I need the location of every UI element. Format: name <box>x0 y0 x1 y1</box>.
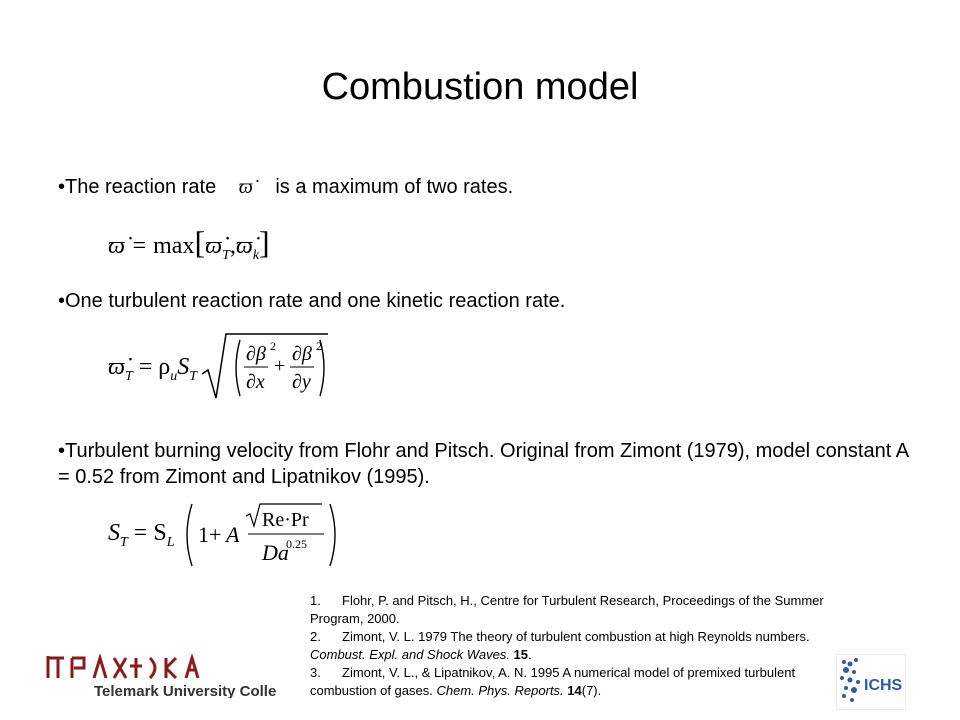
bullet-reaction-rate <box>58 174 918 200</box>
ichs-logo <box>836 654 906 715</box>
burning-velocity-fraction <box>182 500 342 570</box>
fraction-numerator: Re·Pr <box>262 509 309 531</box>
svg-text:ICHS: ICHS <box>864 677 903 694</box>
telemark-glyphs-icon <box>44 654 276 698</box>
reference-item: 2. Zimont, V. L. 1979 The theory of turbulent combustion at high Reynolds numbers. Combust. Expl. and Shock Waves. 15. <box>310 629 810 662</box>
bullet-text-post: is a maximum of two rates. <box>275 176 514 198</box>
telemark-logo <box>44 654 276 703</box>
reference-item: 1. Flohr, P. and Pitsch, H., Centre for Turbulent Research, Proceedings of the Summer Program, 2000. <box>310 593 824 626</box>
svg-text:2: 2 <box>316 339 322 353</box>
svg-text:1+: 1+ <box>198 522 222 547</box>
svg-text:∂β: ∂β <box>246 343 266 365</box>
reference-item: 3. Zimont, V. L., & Lipatnikov, A. N. 1995 A numerical model of premixed turbulent combustion of gases. Chem. Phys. Reports. 14(7). <box>310 665 796 698</box>
bullet-text-pre: •The reaction rate <box>58 176 217 198</box>
svg-text:∂y: ∂y <box>292 371 311 393</box>
svg-text:∂β: ∂β <box>292 343 312 365</box>
ichs-dots-icon <box>836 654 906 710</box>
svg-text:+: + <box>274 355 286 377</box>
svg-text:2: 2 <box>270 339 276 353</box>
bullet-burning-velocity: •Turbulent burning velocity from Flohr and Pitsch. Original from Zimont (1979), model constant A = 0.52 from Zimont and Lipatnikov (1995). <box>58 440 908 488</box>
slide-title: Combustion model <box>321 66 639 108</box>
fraction-denominator: Da <box>262 540 289 565</box>
references <box>310 592 825 700</box>
svg-text:∂x: ∂x <box>246 371 265 393</box>
equation-max-rate: ϖ̇ = $\max[ϖ̇_T,ϖ̇_k]$ <box>108 224 270 263</box>
fraction-exponent: 0.25 <box>286 537 307 551</box>
bullet-turbulent-kinetic: •One turbulent reaction rate and one kinetic reaction rate. <box>58 290 566 312</box>
svg-text:Telemark University College: Telemark University College <box>94 683 276 698</box>
sqrt-gradient-expression <box>200 332 330 402</box>
svg-text:A: A <box>226 522 240 547</box>
omega-dot-symbol: ϖ̇ <box>238 176 253 198</box>
